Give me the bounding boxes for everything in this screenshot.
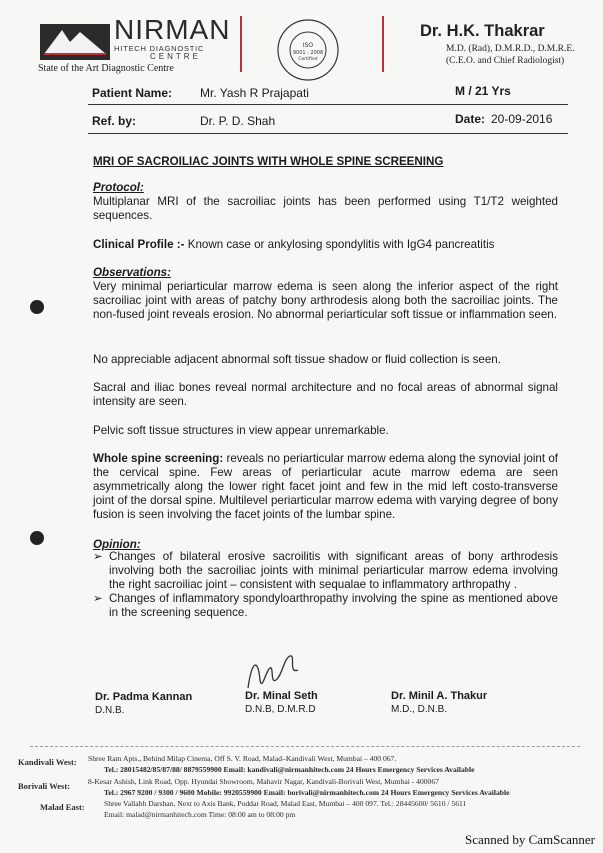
signatory-2-name: Dr. Minal Seth (245, 690, 318, 702)
punch-hole-top (30, 300, 44, 314)
iso-seal-icon (276, 18, 340, 82)
whole-spine-screening (93, 452, 558, 522)
punch-hole-bottom (30, 531, 44, 545)
chief-doctor-name: Dr. H.K. Thakrar (420, 22, 545, 40)
opinion-heading: Opinion: (93, 538, 141, 551)
patient-block-divider (88, 133, 568, 134)
clinical-profile-text: Known case or ankylosing spondylitis with IgG4 pancreatitis (187, 238, 495, 251)
brand-line1: HITECH DIAGNOSTIC (114, 44, 205, 53)
opinion-item-1 (93, 550, 558, 592)
clinical-profile-label: Clinical Profile :- (93, 238, 185, 251)
brand-line2: CENTRE (150, 52, 201, 61)
handwritten-signature-icon (240, 650, 310, 695)
referred-by-value: Dr. P. D. Shah (200, 114, 276, 128)
opinion-item-2-text: Changes of inflammatory spondyloarthropathy involving the spine as mentioned above in the screening sequence. (109, 592, 558, 619)
chief-doctor-title: (C.E.O. and Chief Radiologist) (446, 56, 565, 66)
borivali-address: 8-Kesar Ashish, Link Road, Opp. Hyundai Showroom, Mahavir Nagar, Kandivali-Borivali West, Mumbai - 400067 (88, 777, 439, 786)
patient-age-sex: M / 21 Yrs (455, 84, 511, 98)
observations-heading: Observations: (93, 266, 171, 279)
kandivali-address: Shree Ram Apts., Behind Milap Cinema, Off S. V. Road, Malad–Kandivali West, Mumbai – 400 067. (88, 754, 397, 763)
malad-address: Shree Vallabh Darshan, Next to Axis Bank, Poddar Road, Malad East, Mumbai – 400 097. Tel.: 28445600/ 5610 / 5611 (104, 799, 467, 808)
patient-row-divider (88, 104, 568, 105)
nirman-logo-icon (40, 24, 110, 60)
kandivali-label: Kandivali West: (18, 757, 77, 767)
observation-paragraph-3: Sacral and iliac bones reveal normal architecture and no focal areas of abnormal signal intensity are seen. (93, 381, 558, 408)
referred-by-label: Ref. by: (92, 114, 137, 128)
chief-doctor-qualifications: M.D. (Rad), D.M.R.D., D.M.R.E. (446, 44, 575, 54)
whole-spine-label: Whole spine screening: (93, 452, 224, 465)
whole-spine-text: reveals no periarticular marrow edema along the synovial joint of the cervical spine. Few areas of periarticular acute marrow edema are seen asymmetrically along the lower right facet joint and few in the mid left costo-transverse joint of the dorsal spine. Multilevel periarticular marrow edema with varying degree of bony fusion is seen involving the facet joints of the lumbar spine. (93, 452, 558, 521)
signatory-1-degree: D.N.B. (95, 705, 125, 716)
bullet-arrow-icon: ➢ (93, 592, 103, 605)
bullet-arrow-icon: ➢ (93, 550, 103, 563)
header-divider-right (382, 16, 384, 72)
svg-text:ISO: ISO (302, 42, 314, 49)
opinion-list (93, 550, 558, 620)
report-title: MRI OF SACROILIAC JOINTS WITH WHOLE SPINE SCREENING (93, 155, 444, 168)
header-divider-left (240, 16, 242, 72)
svg-text:9001 : 2008: 9001 : 2008 (292, 50, 324, 56)
brand-name: NIRMAN (114, 14, 231, 45)
borivali-contact: Tel.: 2967 9200 / 9300 / 9600 Mobile: 9920559900 Email: borivali@nirmanhitech.com 24 Hours Emergency Services Available (104, 788, 510, 797)
observation-paragraph-2: No appreciable adjacent abnormal soft tissue shadow or fluid collection is seen. (93, 353, 501, 366)
borivali-label: Borivali West: (18, 781, 71, 791)
opinion-item-2 (93, 592, 558, 620)
report-date-value: 20-09-2016 (491, 112, 553, 126)
patient-name-value: Mr. Yash R Prajapati (200, 86, 309, 100)
observation-paragraph-1: Very minimal periarticular marrow edema is seen along the inferior aspect of the right sacroiliac joint with areas of patchy bony arthrodesis along both the sacroiliac joints. The non-fused joint reveals erosion. No abnormal periarticular soft tissue or inflammation seen. (93, 280, 558, 321)
protocol-heading: Protocol: (93, 181, 144, 194)
protocol-text: Multiplanar MRI of the sacroiliac joints has been performed using T1/T2 weighted sequences. (93, 195, 558, 222)
malad-label: Malad East: (40, 802, 85, 812)
signatory-3-degree: M.D., D.N.B. (391, 704, 448, 715)
signatory-1-name: Dr. Padma Kannan (95, 691, 193, 703)
malad-contact: Email: malad@nirmanhitech.com Time: 08:00 am to 08:00 pm (104, 810, 296, 819)
opinion-item-1-text: Changes of bilateral erosive sacroilitis with significant areas of bony arthrodesis involving both the sacroiliac joints with minimal periarticular marrow edema involving the right sacroiliac joint – consistent with sequalae to inflammatory arthropathy . (109, 550, 558, 591)
report-date-label: Date: (455, 112, 486, 126)
clinical-profile (93, 238, 558, 252)
camscanner-watermark: Scanned by CamScanner (465, 832, 595, 847)
footer-divider (30, 746, 580, 747)
kandivali-contact: Tel.: 28015482/85/87/88/ 8879559900 Email: kandivali@nirmanhitech.com 24 Hours Emergency Services Available (104, 765, 475, 774)
brand-tagline: State of the Art Diagnostic Centre (38, 63, 174, 74)
signatory-3-name: Dr. Minil A. Thakur (391, 690, 488, 702)
patient-name-label: Patient Name: (92, 86, 173, 100)
svg-text:Certified: Certified (298, 57, 318, 62)
signatory-2-degree: D.N.B, D.M.R.D (245, 704, 316, 715)
observation-paragraph-4: Pelvic soft tissue structures in view appear unremarkable. (93, 424, 389, 437)
